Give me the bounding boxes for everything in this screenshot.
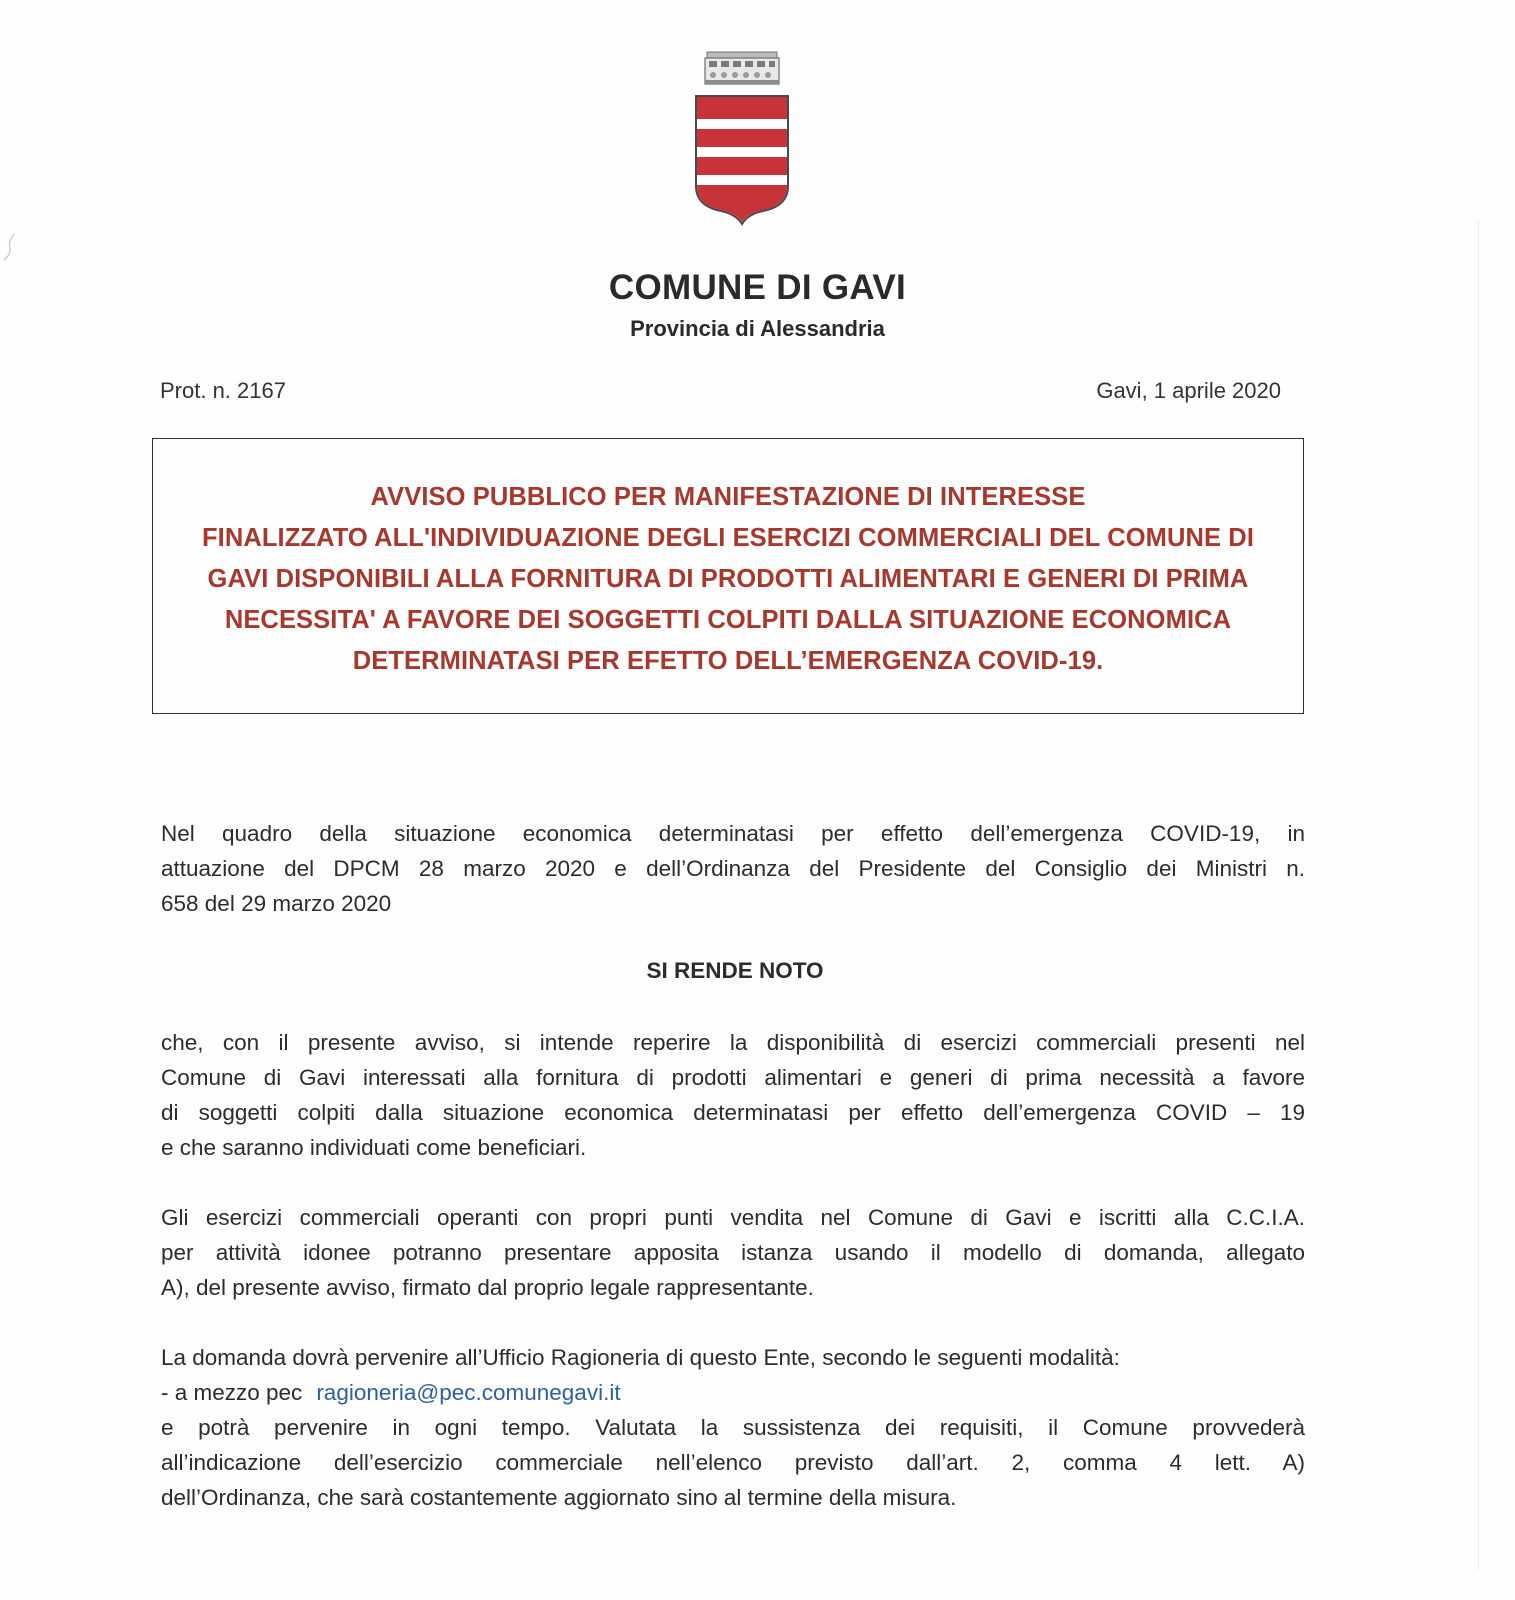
crown-icon — [705, 52, 779, 84]
scan-mark-icon — [2, 232, 16, 262]
paragraph-line: all’indicazione dell’esercizio commerciale nell’elenco previsto dall’art. 2, comma 4 lett. A) — [161, 1450, 1305, 1475]
notice-title-line: NECESSITA' A FAVORE DEI SOGGETTI COLPITI DALLA SITUAZIONE ECONOMICA — [224, 606, 1232, 634]
document-date: Gavi, 1 aprile 2020 — [1096, 378, 1281, 403]
paragraph-context — [161, 816, 1305, 921]
paragraph-line: Nel quadro della situazione economica determinatasi per effetto dell’emergenza COVID-19, in — [161, 821, 1305, 846]
paragraph-line: dell’Ordinanza, che sarà costantemente aggiornato sino al termine della misura. — [161, 1485, 957, 1510]
paragraph-line: che, con il presente avviso, si intende reperire la disponibilità di esercizi commerciali presenti nel — [161, 1030, 1305, 1055]
paragraph-line: 658 del 29 marzo 2020 — [161, 891, 392, 916]
page-title: COMUNE DI GAVI — [608, 268, 907, 307]
paragraph-line: e potrà pervenire in ogni tempo. Valutata la sussistenza dei requisiti, il Comune provvederà — [161, 1415, 1305, 1440]
paragraph-line: di soggetti colpiti dalla situazione economica determinatasi per effetto dell’emergenza COVID – 19 — [161, 1100, 1305, 1125]
municipal-coat-of-arms-icon — [693, 46, 799, 232]
paragraph-submission — [161, 1340, 1305, 1515]
scan-edge-line — [1478, 220, 1479, 1570]
paragraph-line: e che saranno individuati come beneficiari. — [161, 1135, 587, 1160]
notice-title-line: FINALIZZATO ALL'INDIVIDUAZIONE DEGLI ESERCIZI COMMERCIALI DEL COMUNE DI — [201, 524, 1255, 552]
paragraph-line: Gli esercizi commerciali operanti con propri punti vendita nel Comune di Gavi e iscritti alla C.C.I.A. — [161, 1205, 1305, 1230]
paragraph-purpose — [161, 1025, 1305, 1165]
paragraph-eligibility — [161, 1200, 1305, 1305]
paragraph-line: attuazione del DPCM 28 marzo 2020 e dell’Ordinanza del Presidente del Consiglio dei Ministri n. — [161, 856, 1305, 881]
shield-icon — [693, 96, 793, 225]
page-subtitle: Provincia di Alessandria — [630, 316, 885, 341]
pec-label: - a mezzo pec — [161, 1380, 303, 1405]
paragraph-line: La domanda dovrà pervenire all’Ufficio Ragioneria di questo Ente, secondo le seguenti modalità: — [161, 1345, 1120, 1370]
paragraph-line: A), del presente avviso, firmato dal proprio legale rappresentante. — [161, 1275, 814, 1300]
notice-title-line: DETERMINATASI PER EFETTO DELL’EMERGENZA COVID-19. — [352, 647, 1104, 675]
notice-title-line: AVVISO PUBBLICO PER MANIFESTAZIONE DI INTERESSE — [370, 483, 1086, 511]
paragraph-line: Comune di Gavi interessati alla fornitura di prodotti alimentari e generi di prima necessità a favore — [161, 1065, 1305, 1090]
pec-line — [161, 1375, 1305, 1410]
notice-title — [153, 477, 1303, 682]
paragraph-line: per attività idonee potranno presentare apposita istanza usando il modello di domanda, allegato — [161, 1240, 1305, 1265]
notice-title-box — [152, 438, 1304, 714]
notice-title-line: GAVI DISPONIBILI ALLA FORNITURA DI PRODOTTI ALIMENTARI E GENERI DI PRIMA — [207, 565, 1249, 593]
protocol-number: Prot. n. 2167 — [160, 378, 286, 403]
announcement-heading: SI RENDE NOTO — [646, 958, 824, 983]
pec-email-link[interactable]: ragioneria@pec.comunegavi.it — [316, 1380, 621, 1405]
